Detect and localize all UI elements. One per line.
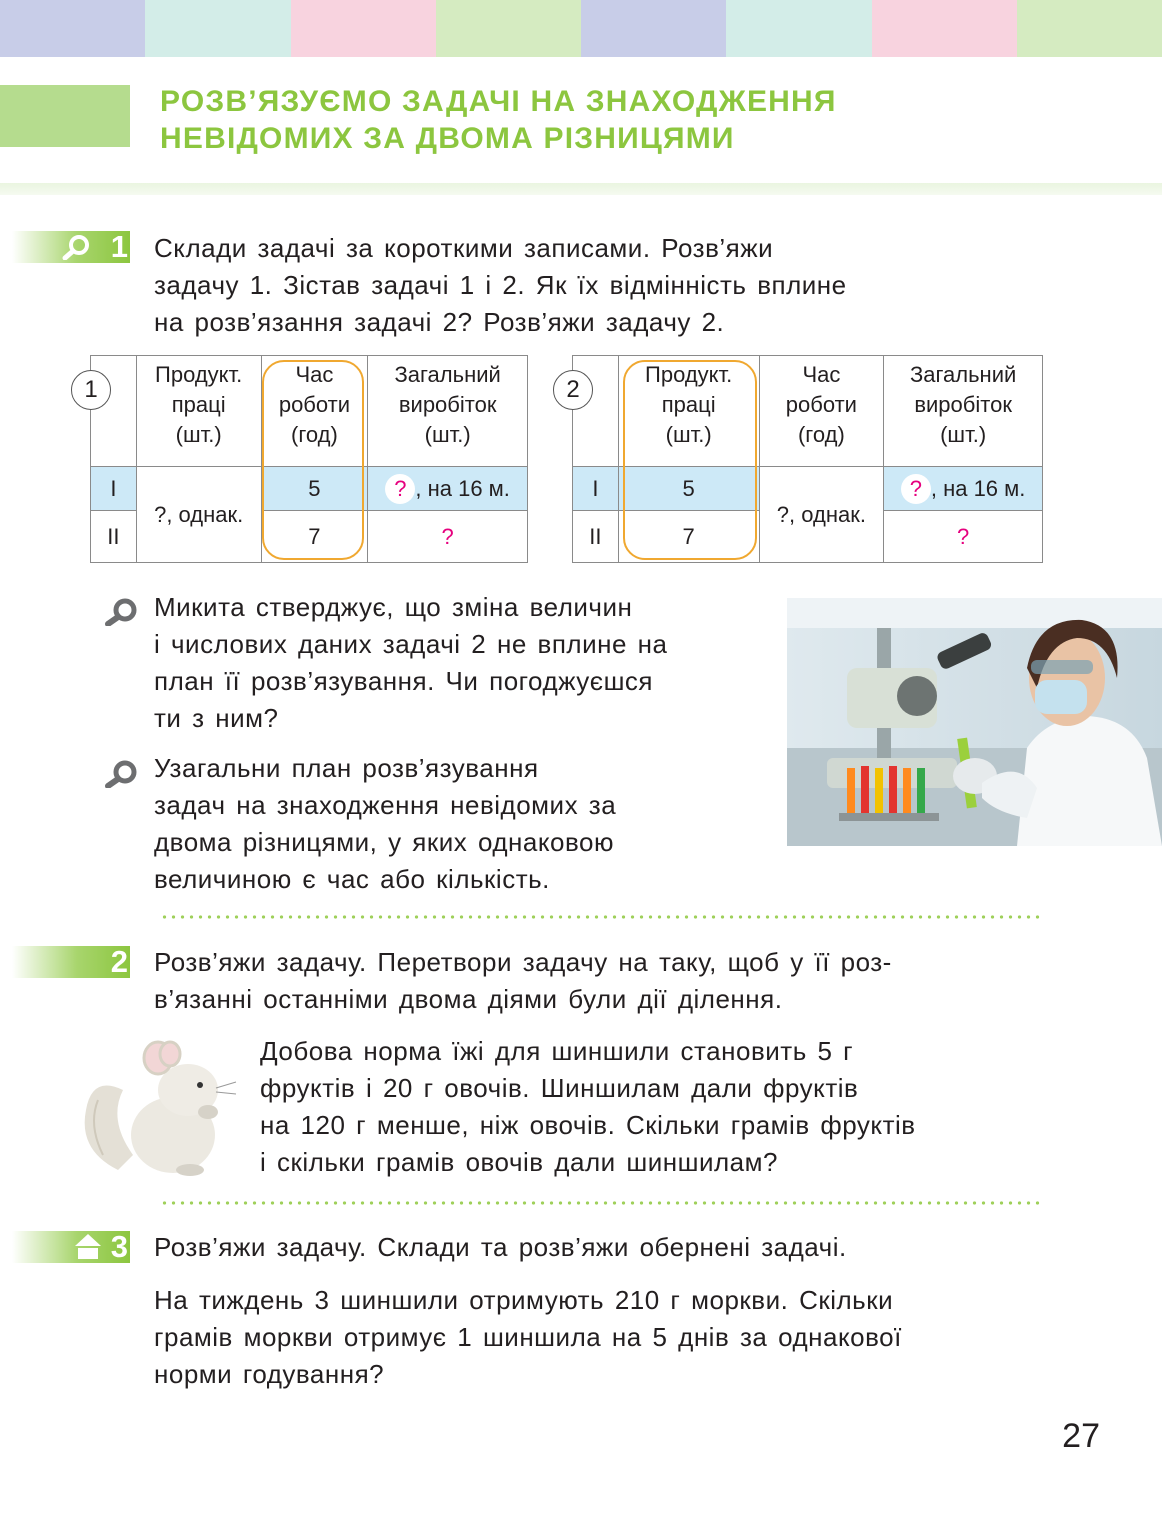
table-1-number: 1 — [71, 370, 111, 410]
chinchilla-illustration — [78, 1030, 240, 1180]
productivity-value: 7 — [618, 511, 759, 563]
task-1-line: задачу 1. Зістав задачі 1 і 2. Як їх відмінність вплине — [154, 270, 847, 300]
question-generalize — [154, 750, 616, 898]
question-nikita — [154, 589, 667, 737]
question-line: двома різницями, у яких однаковою — [154, 827, 614, 857]
dotted-divider — [160, 1201, 1040, 1205]
header-total: Загальний виробіток (шт.) — [368, 356, 528, 467]
title-divider — [0, 183, 1162, 195]
total-value: ? , на 16 м. — [884, 467, 1043, 511]
time-value: 7 — [261, 511, 368, 563]
question-line: Микита стверджує, що зміна величин — [154, 592, 633, 622]
problem-line: і скільки грамів овочів дали шиншилам? — [260, 1147, 778, 1177]
task-1-text — [154, 230, 847, 341]
row-label: I — [91, 467, 137, 511]
time-column-highlight — [262, 360, 364, 560]
question-line: план її розв’язування. Чи погоджуєшся — [154, 666, 654, 696]
task-2-text — [154, 944, 892, 1018]
task-2-line: Розв’яжи задачу. Перетвори задачу на таку, щоб у її роз- — [154, 947, 892, 977]
shared-time: ?, однак. — [759, 467, 884, 563]
task-1-line: на розв’язання задачі 2? Розв’яжи задачу 2. — [154, 307, 725, 337]
task-2-number: 2 — [110, 944, 128, 979]
problem-line: грамів моркви отримує 1 шиншила на 5 днів за однакової — [154, 1322, 902, 1352]
question-line: величиною є час або кількість. — [154, 864, 550, 894]
question-line: задач на знаходження невідомих за — [154, 790, 617, 820]
magnifier-icon — [103, 760, 139, 788]
question-line: ти з ним? — [154, 703, 279, 733]
question-line: Узагальни план розв’язування — [154, 753, 539, 783]
total-question: ? — [368, 511, 528, 563]
total-value: ? , на 16 м. — [368, 467, 528, 511]
task-2-line: в’язанні останніми двома діями були дії ділення. — [154, 984, 783, 1014]
row-label: I — [573, 467, 619, 511]
problem-line: фруктів і 20 г овочів. Шиншилам дали фруктів — [260, 1073, 859, 1103]
magnifier-icon — [62, 234, 92, 260]
productivity-value: 5 — [618, 467, 759, 511]
problem-line: Добова норма їжі для шиншили становить 5 г — [260, 1036, 854, 1066]
task-3-tab — [12, 1231, 130, 1263]
task-2-problem — [260, 1033, 916, 1181]
task-1-tab — [12, 231, 130, 263]
row-label: II — [573, 511, 619, 563]
time-value: 5 — [261, 467, 368, 511]
problem-line: на 120 г менше, ніж овочів. Скільки грамів фруктів — [260, 1110, 916, 1140]
header-time: Час роботи (год) — [261, 356, 368, 467]
header-productivity: Продукт. праці (шт.) — [618, 356, 759, 467]
problem-line: норми годування? — [154, 1359, 385, 1389]
task-1-line: Склади задачі за короткими записами. Розв’яжи — [154, 233, 774, 263]
row-label: II — [91, 511, 137, 563]
task-2-tab — [12, 946, 130, 978]
lab-scientist-photo — [787, 598, 1162, 846]
header-productivity: Продукт. праці (шт.) — [136, 356, 261, 467]
question-line: і числових даних задачі 2 не вплине на — [154, 629, 668, 659]
shared-productivity: ?, однак. — [136, 467, 261, 563]
dotted-divider — [160, 915, 1040, 919]
problem-line: На тиждень 3 шиншили отримують 210 г моркви. Скільки — [154, 1285, 894, 1315]
task-3-text: Розв’яжи задачу. Склади та розв’яжи обернені задачі. — [154, 1232, 847, 1262]
page-number: 27 — [1062, 1417, 1100, 1455]
page-title — [160, 83, 837, 157]
task-1-number: 1 — [110, 229, 128, 264]
table-2-number: 2 — [553, 370, 593, 410]
question-mark: ? — [901, 474, 931, 504]
title-bar — [0, 85, 130, 147]
header-time: Час роботи (год) — [759, 356, 884, 467]
header-total: Загальний виробіток (шт.) — [884, 356, 1043, 467]
title-line-2: НЕВІДОМИХ ЗА ДВОМА РІЗНИЦЯМИ — [160, 122, 735, 155]
total-question: ? — [884, 511, 1043, 563]
title-line-1: РОЗВ’ЯЗУЄМО ЗАДАЧІ НА ЗНАХОДЖЕННЯ — [160, 85, 837, 118]
task-3-problem — [154, 1282, 902, 1393]
house-icon — [74, 1233, 102, 1260]
question-mark: ? — [385, 474, 415, 504]
top-color-strip — [0, 0, 1162, 57]
productivity-column-highlight — [623, 360, 757, 560]
magnifier-icon — [103, 598, 139, 626]
task-3-number: 3 — [110, 1229, 128, 1264]
